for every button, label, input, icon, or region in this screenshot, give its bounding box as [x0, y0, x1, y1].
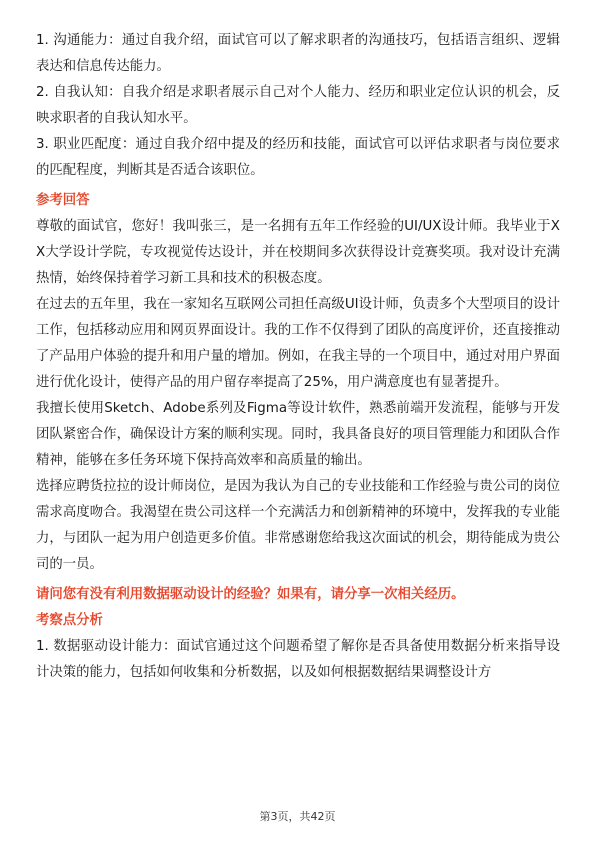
point-communication: 1. 沟通能力：通过自我介绍，面试官可以了解求职者的沟通技巧，包括语言组织、逻辑表达和信息传达能力。: [36, 33, 560, 74]
answer-paragraph-skills: 我擅长使用Sketch、Adobe系列及Figma等设计软件，熟悉前端开发流程，能够与开发团队紧密合作，确保设计方案的顺利实现。同时，我具备良好的项目管理能力和团队合作精神，能够在多任务环境下保持高效率和高质量的输出。: [36, 401, 560, 468]
document-page: [36, 28, 560, 686]
next-question: 请问您有没有利用数据驱动设计的经验？如果有，请分享一次相关经历。: [36, 587, 465, 602]
point-self-awareness: 2. 自我认知：自我介绍是求职者展示自己对个人能力、经历和职业定位认识的机会，反映求职者的自我认知水平。: [36, 85, 560, 126]
analysis-heading: 考察点分析: [36, 613, 103, 628]
answer-paragraph-experience: 在过去的五年里，我在一家知名互联网公司担任高级UI设计师，负责多个大型项目的设计工作，包括移动应用和网页界面设计。我的工作不仅得到了团队的高度评价，还直接推动了产品用户体验的提升和用户量的增加。例如，在我主导的一个项目中，通过对用户界面进行优化设计，使得产品的用户留存率提高了25%，用户满意度也有显著提升。: [36, 297, 560, 390]
answer-paragraph-intro: 尊敬的面试官，您好！我叫张三，是一名拥有五年工作经验的UI/UX设计师。我毕业于XX大学设计学院，专攻视觉传达设计，并在校期间多次获得设计竞赛奖项。我对设计充满热情，始终保持着学习新工具和技术的积极态度。: [36, 219, 560, 286]
point-job-fit: 3. 职业匹配度：通过自我介绍中提及的经历和技能，面试官可以评估求职者与岗位要求的匹配程度，判断其是否适合该职位。: [36, 137, 560, 178]
page-number-footer: 第3页，共42页: [259, 810, 336, 823]
answer-paragraph-motivation: 选择应聘货拉拉的设计师岗位，是因为我认为自己的专业技能和工作经验与贵公司的岗位需求高度吻合。我渴望在贵公司这样一个充满活力和创新精神的环境中，发挥我的专业能力，与团队一起为用户创造更多价值。非常感谢您给我这次面试的机会，期待能成为贵公司的一员。: [36, 479, 560, 572]
answer-heading: 参考回答: [36, 193, 90, 208]
analysis-point-data-driven: 1. 数据驱动设计能力：面试官通过这个问题希望了解你是否具备使用数据分析来指导设计决策的能力，包括如何收集和分析数据，以及如何根据数据结果调整设计方: [36, 639, 560, 680]
